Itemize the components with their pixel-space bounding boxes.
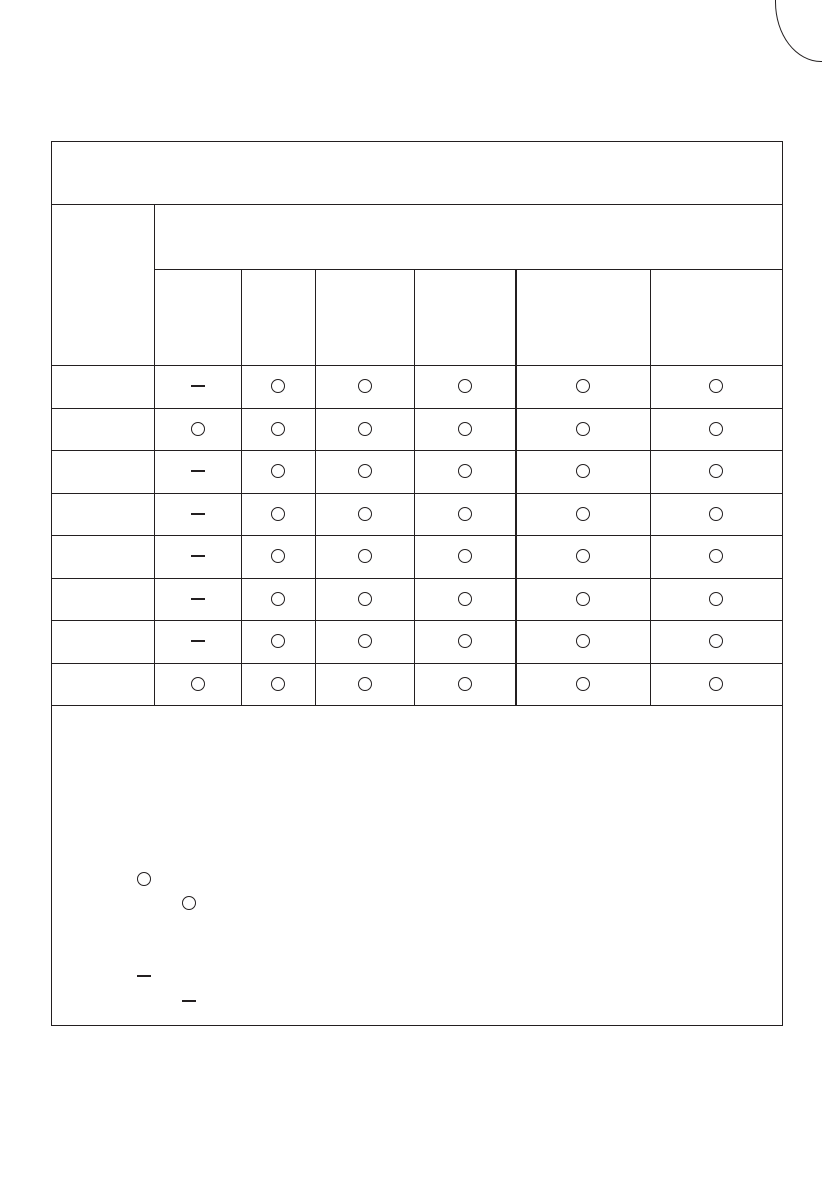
column-divider bbox=[241, 365, 242, 705]
dash-mark-icon bbox=[191, 470, 205, 472]
table-cell bbox=[414, 493, 515, 536]
table-cell bbox=[241, 493, 315, 536]
circle-mark-icon bbox=[458, 677, 472, 691]
row-label bbox=[52, 535, 154, 578]
table-cell bbox=[315, 663, 414, 706]
note-circle-icon bbox=[135, 870, 153, 888]
table-cell bbox=[315, 620, 414, 663]
table-cell bbox=[241, 578, 315, 621]
circle-mark-icon bbox=[271, 549, 285, 563]
column-header-1 bbox=[154, 270, 241, 365]
table-notes bbox=[52, 705, 782, 1025]
dash-mark-icon bbox=[191, 513, 205, 515]
circle-mark-icon bbox=[191, 677, 205, 691]
column-group-header bbox=[154, 205, 782, 270]
dash-mark-icon bbox=[191, 555, 205, 557]
circle-mark-icon bbox=[709, 634, 723, 648]
table-cell bbox=[241, 450, 315, 493]
circle-mark-icon bbox=[271, 464, 285, 478]
table-cell bbox=[315, 408, 414, 451]
circle-mark-icon bbox=[271, 634, 285, 648]
circle-mark-icon bbox=[271, 507, 285, 521]
circle-mark-icon bbox=[709, 464, 723, 478]
circle-mark-icon bbox=[458, 549, 472, 563]
table-cell bbox=[650, 450, 782, 493]
table-cell bbox=[315, 365, 414, 408]
circle-mark-icon bbox=[358, 379, 372, 393]
table-cell bbox=[414, 620, 515, 663]
table-cell bbox=[414, 450, 515, 493]
row-label bbox=[52, 493, 154, 536]
circle-mark-icon bbox=[576, 379, 590, 393]
circle-mark-icon bbox=[576, 592, 590, 606]
column-header-6 bbox=[650, 270, 782, 365]
circle-mark-icon bbox=[709, 507, 723, 521]
table-cell bbox=[154, 408, 241, 451]
table-cell bbox=[515, 535, 650, 578]
table-cell bbox=[241, 408, 315, 451]
hazardous-substances-table bbox=[51, 141, 783, 1026]
table-cell bbox=[241, 365, 315, 408]
table-cell bbox=[315, 535, 414, 578]
table-cell bbox=[241, 535, 315, 578]
column-divider bbox=[154, 205, 155, 365]
note-circle-icon bbox=[180, 894, 198, 912]
circle-mark-icon bbox=[358, 507, 372, 521]
circle-mark-icon bbox=[458, 507, 472, 521]
note-dash-icon bbox=[135, 967, 153, 985]
table-cell bbox=[650, 493, 782, 536]
column-divider bbox=[315, 365, 316, 705]
column-header-2 bbox=[241, 270, 315, 365]
circle-mark-icon bbox=[576, 507, 590, 521]
table-cell bbox=[154, 620, 241, 663]
table-cell bbox=[650, 620, 782, 663]
circle-mark-icon bbox=[709, 422, 723, 436]
row-label bbox=[52, 408, 154, 451]
circle-mark-icon bbox=[576, 549, 590, 563]
table-cell bbox=[650, 663, 782, 706]
table-cell bbox=[515, 408, 650, 451]
dash-mark-icon bbox=[191, 598, 205, 600]
column-header-3 bbox=[315, 270, 414, 365]
circle-mark-icon bbox=[271, 592, 285, 606]
circle-mark-icon bbox=[576, 677, 590, 691]
column-divider bbox=[650, 365, 651, 705]
table-title-cell bbox=[52, 142, 782, 205]
table-cell bbox=[154, 493, 241, 536]
table-cell bbox=[241, 663, 315, 706]
circle-mark-icon bbox=[709, 592, 723, 606]
circle-mark-icon bbox=[271, 422, 285, 436]
table-cell bbox=[414, 535, 515, 578]
row-label bbox=[52, 663, 154, 706]
circle-mark-icon bbox=[576, 464, 590, 478]
table-cell bbox=[650, 535, 782, 578]
table-cell bbox=[154, 450, 241, 493]
circle-mark-icon bbox=[458, 422, 472, 436]
table-cell bbox=[515, 620, 650, 663]
circle-mark-icon bbox=[358, 549, 372, 563]
circle-mark-icon bbox=[709, 379, 723, 393]
circle-mark-icon bbox=[458, 464, 472, 478]
table-cell bbox=[650, 578, 782, 621]
table-cell bbox=[154, 365, 241, 408]
row-header-cell bbox=[52, 205, 154, 365]
table-cell bbox=[315, 450, 414, 493]
column-header-4 bbox=[414, 270, 515, 365]
row-label bbox=[52, 365, 154, 408]
circle-mark-icon bbox=[358, 634, 372, 648]
table-cell bbox=[315, 578, 414, 621]
table-cell bbox=[154, 578, 241, 621]
table-cell bbox=[515, 578, 650, 621]
circle-mark-icon bbox=[709, 549, 723, 563]
table-cell bbox=[515, 663, 650, 706]
table-cell bbox=[414, 365, 515, 408]
table-cell bbox=[515, 365, 650, 408]
circle-mark-icon bbox=[191, 422, 205, 436]
table-cell bbox=[515, 450, 650, 493]
table-cell bbox=[650, 365, 782, 408]
table-cell bbox=[414, 578, 515, 621]
circle-mark-icon bbox=[271, 379, 285, 393]
circle-mark-icon bbox=[709, 677, 723, 691]
circle-mark-icon bbox=[576, 634, 590, 648]
table-cell bbox=[650, 408, 782, 451]
column-divider bbox=[414, 365, 415, 705]
note-dash-icon bbox=[180, 992, 198, 1010]
circle-mark-icon bbox=[576, 422, 590, 436]
table-cell bbox=[154, 663, 241, 706]
circle-mark-icon bbox=[458, 379, 472, 393]
table-cell bbox=[154, 535, 241, 578]
table-cell bbox=[315, 493, 414, 536]
row-label bbox=[52, 450, 154, 493]
column-divider bbox=[154, 365, 155, 705]
circle-mark-icon bbox=[358, 592, 372, 606]
row-label bbox=[52, 578, 154, 621]
column-header-5 bbox=[515, 270, 650, 365]
circle-mark-icon bbox=[458, 634, 472, 648]
dash-mark-icon bbox=[191, 385, 205, 387]
table-cell bbox=[414, 663, 515, 706]
table-cell bbox=[414, 408, 515, 451]
circle-mark-icon bbox=[271, 677, 285, 691]
dash-mark-icon bbox=[191, 640, 205, 642]
circle-mark-icon bbox=[358, 464, 372, 478]
column-divider bbox=[515, 365, 517, 705]
page-corner-icon bbox=[775, 0, 822, 62]
table-cell bbox=[241, 620, 315, 663]
circle-mark-icon bbox=[458, 592, 472, 606]
circle-mark-icon bbox=[358, 677, 372, 691]
circle-mark-icon bbox=[358, 422, 372, 436]
row-label bbox=[52, 620, 154, 663]
table-cell bbox=[515, 493, 650, 536]
